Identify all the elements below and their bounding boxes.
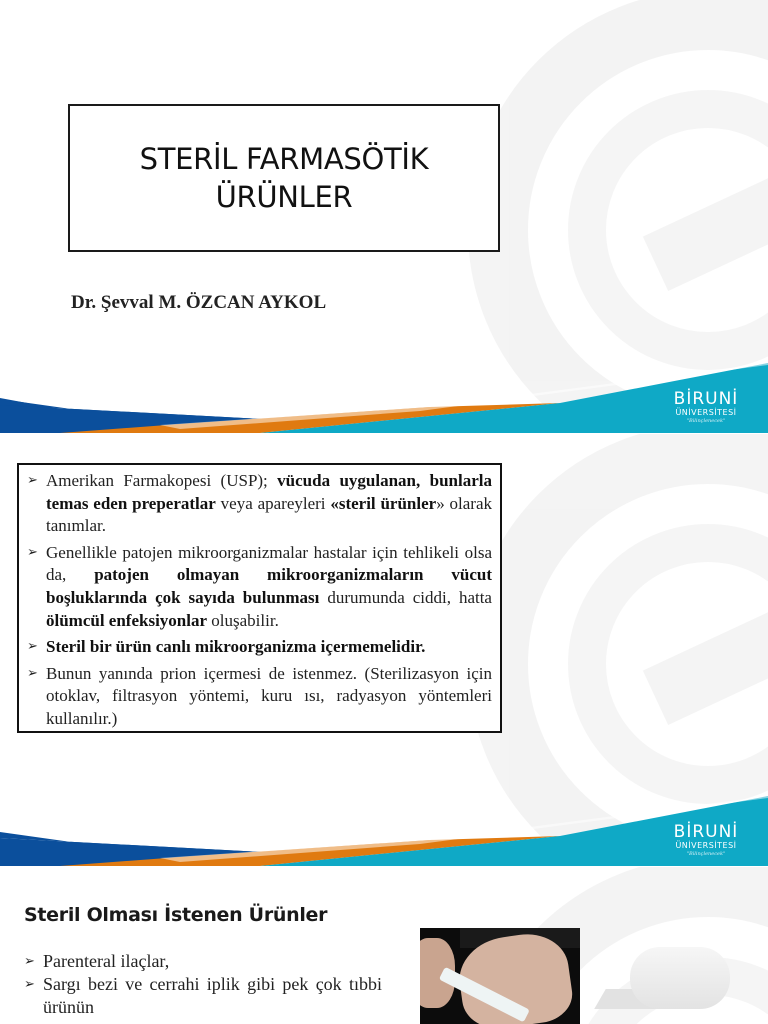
list-item: ➢ Sargı bezi ve cerrahi iplik gibi pek çok tıbbi ürünün: [24, 974, 382, 1017]
footer-swoosh-graphic: [0, 363, 768, 433]
arrow-bullet-icon: ➢: [27, 473, 38, 488]
list-item: ➢ Parenteral ilaçlar,: [24, 951, 170, 971]
arrow-bullet-icon: ➢: [27, 639, 38, 655]
list-item: ➢ Genellikle patojen mikroorganizmalar hastalar için tehlikeli olsa da, patojen olmayan mikroorganizmaların vücut boşluklarında çok sayıda bulunması durumunda ciddi, hatta ölümcül enfeksiyonlar oluşabilir.: [27, 542, 493, 630]
slide-2: [0, 434, 768, 866]
title-box: [68, 104, 500, 252]
slide-1: [0, 0, 768, 433]
arrow-bullet-icon: ➢: [27, 665, 38, 681]
biruni-university-logo: BİRUNİ ÜNİVERSİTESİ "Bilinçlenecek": [673, 389, 739, 424]
title-line-1: STERİL FARMASÖTİK: [139, 142, 429, 176]
arrow-bullet-icon: ➢: [24, 977, 35, 992]
footer-band: [0, 796, 768, 866]
footer-band: [0, 363, 768, 433]
list-item: ➢ Amerikan Farmakopesi (USP); vücuda uygulanan, bunlarla temas eden preperatlar veya apareyleri «steril ürünler» olarak tanımlar.: [27, 471, 492, 536]
list-item: ➢ Steril bir ürün canlı mikroorganizma içermemelidir.: [27, 636, 492, 659]
slide-3: [0, 867, 768, 1024]
bandage-roll-photo: [600, 937, 730, 1024]
arrow-bullet-icon: ➢: [27, 544, 38, 560]
content-box: [17, 463, 502, 733]
bullet-list: [24, 950, 382, 1019]
slide-title: Steril Olması İstenen Ürünler: [24, 904, 328, 926]
title-line-2: ÜRÜNLER: [215, 180, 353, 214]
biruni-university-logo: BİRUNİ ÜNİVERSİTESİ "Bilinçlenecek": [673, 822, 739, 857]
footer-swoosh-graphic: [0, 796, 768, 866]
arrow-bullet-icon: ➢: [24, 954, 35, 969]
syringe-photo: [420, 928, 580, 1024]
slide-title: [140, 140, 429, 216]
author-name: Dr. Şevval M. ÖZCAN AYKOL: [71, 292, 327, 313]
list-item: ➢ Bunun yanında prion içermesi de istenmez. (Sterilizasyon için otoklav, filtrasyon yöntemi, kuru ısı, radyasyon yöntemleri kullanılır.): [27, 663, 492, 728]
